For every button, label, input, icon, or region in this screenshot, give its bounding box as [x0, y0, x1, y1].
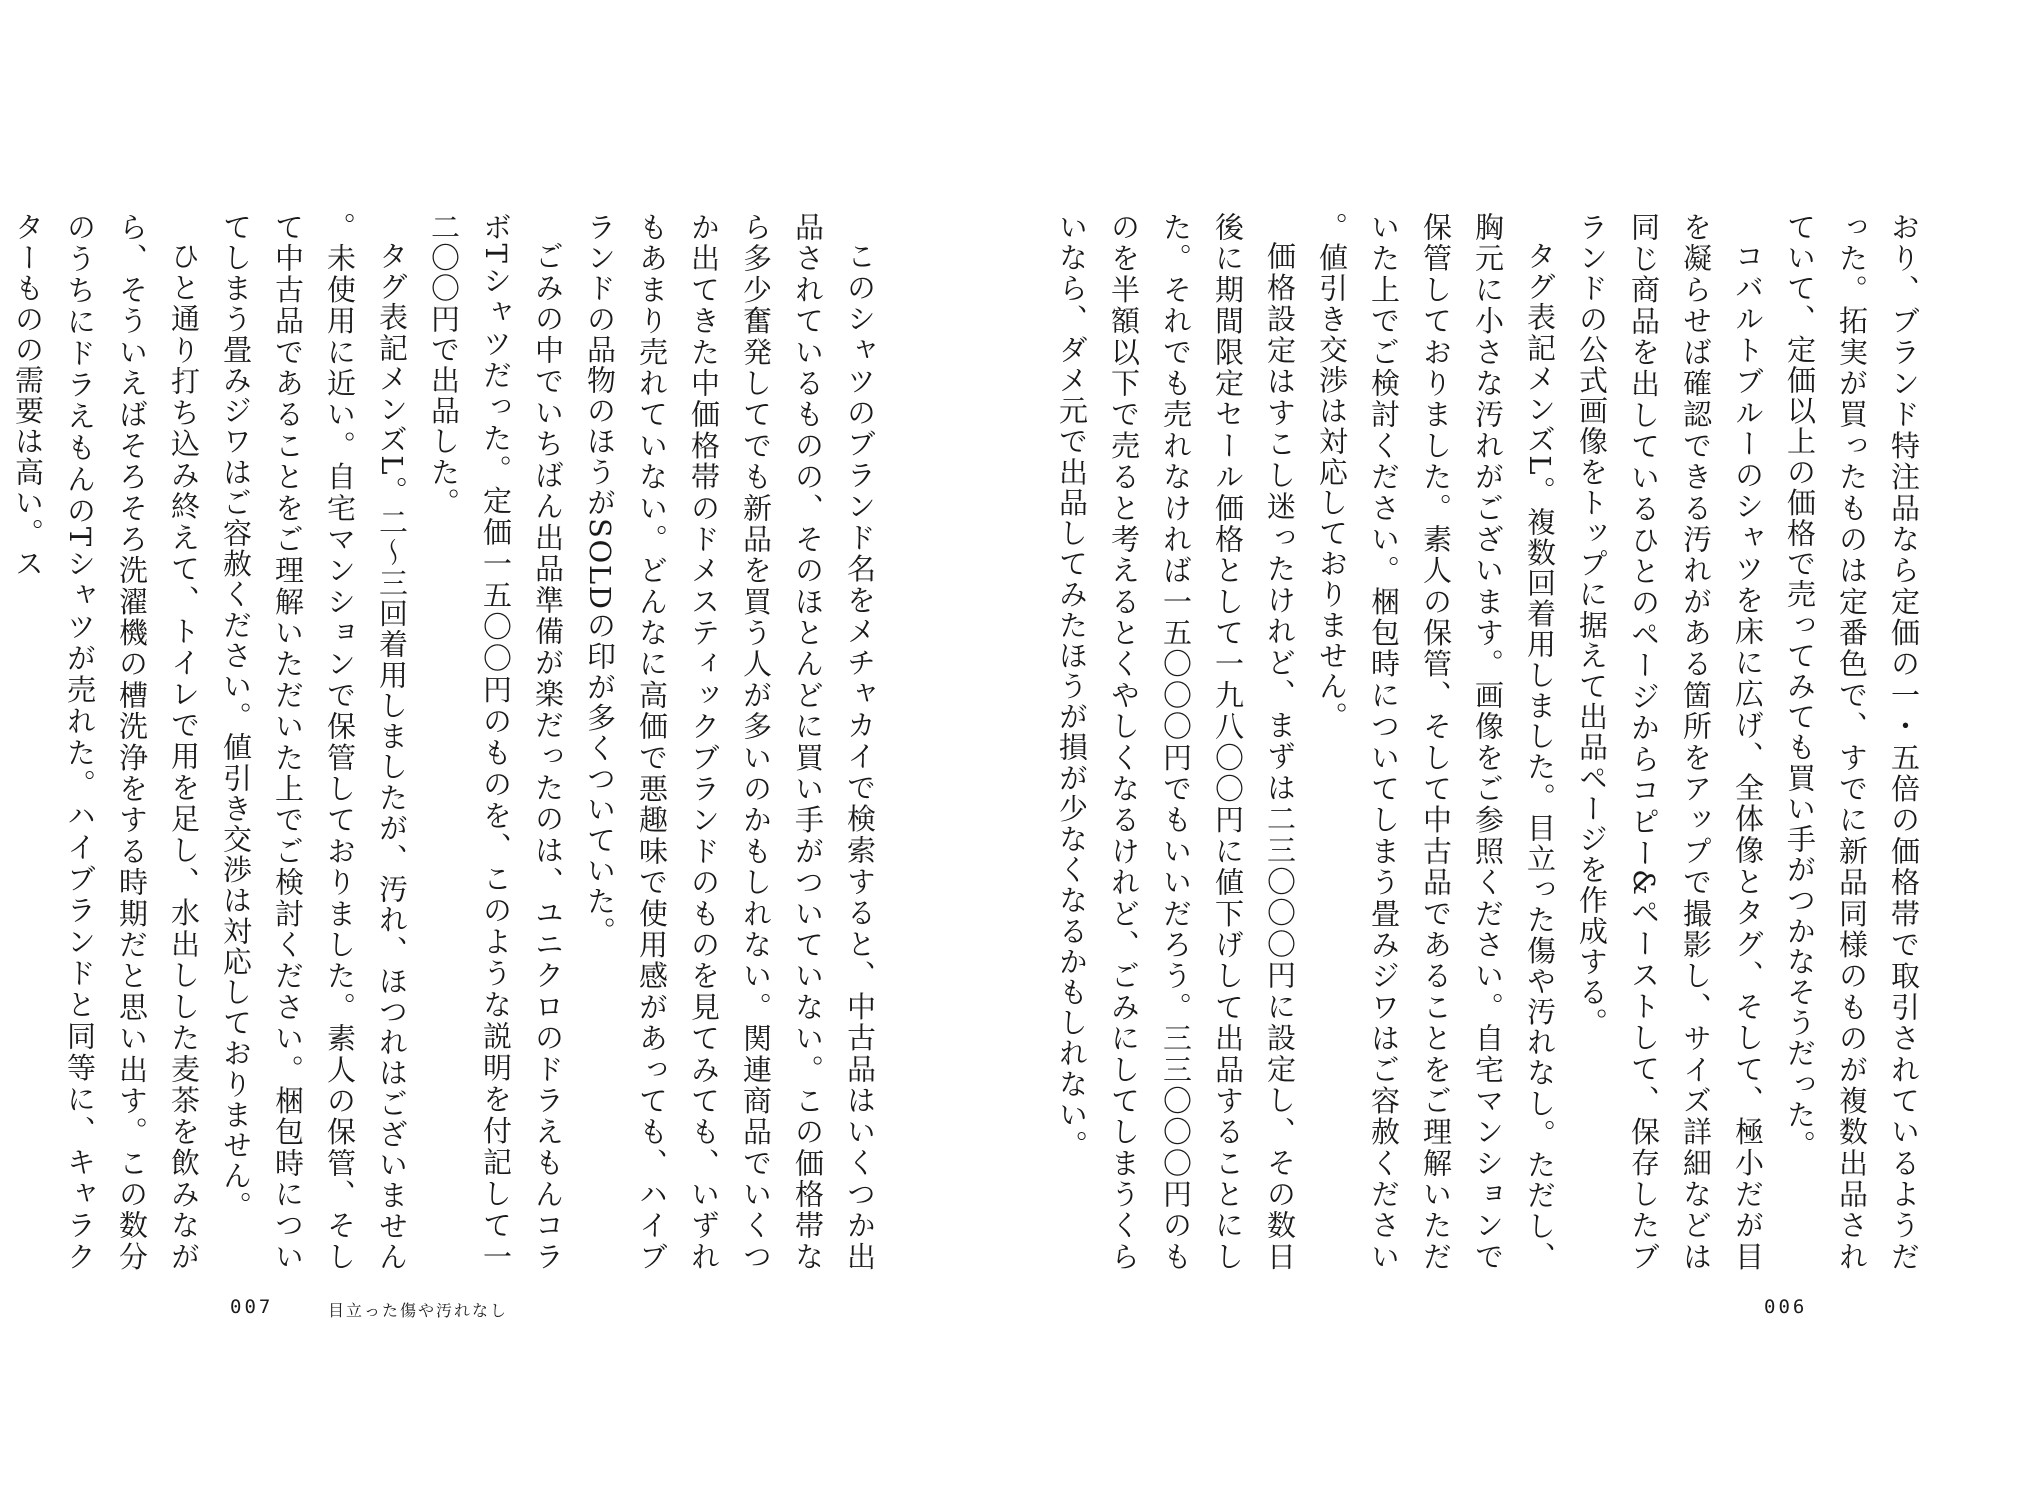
paragraph: このシャツのブランド名をメチャカイで検索すると、中古品はいくつか出品されているものの、そのほとんどに買い手がついていない。この価格帯なら多少奮発してでも新品を買う人が多いのかもしれない。関連商品でいくつか出てきた中価格帯のドメスティックブランドのものを見てみても、いずれもあまり売れていない。どんなに高価で悪趣味で使用感があっても、ハイブランドの品物のほうがSOLDの印が多くついていた。 [583, 212, 877, 1272]
paragraph: ごみの中でいちばん出品準備が楽だったのは、ユニクロのドラえもんコラボTシャツだった。定価一五〇〇円のものを、このような説明を付記して一二〇〇円で出品した。 [427, 212, 565, 1272]
body-text-page-006 [1055, 212, 1930, 1272]
paragraph: タグ表記メンズL。複数回着用しました。目立った傷や汚れなし。ただし、胸元に小さな汚れがございます。画像をご参照ください。自宅マンションで保管しておりました。素人の保管、そして中古品であることをご理解いただいた上でご検討ください。梱包時についてしまう畳みジワはご容赦ください。値引き交渉は対応しておりません。 [1315, 212, 1557, 1272]
paragraph: ひと通り打ち込み終えて、トイレで用を足し、水出しした麦茶を飲みながら、そういえばそろそろ洗濯機の槽洗浄をする時期だと思い出す。この数分のうちにドラえもんのTシャツが売れた。ハイブランドと同等に、キャラクターものの需要は高い。ス [11, 212, 201, 1272]
body-text-page-007 [11, 212, 886, 1272]
page-number: 007 [230, 1296, 274, 1318]
page-007 [0, 0, 1020, 1500]
paragraph: タグ表記メンズL。二〜三回着用しましたが、汚れ、ほつれはございません。未使用に近い。自宅マンションで保管しておりました。素人の保管、そして中古品であることをご理解いただいた上でご検討ください。梱包時についてしまう畳みジワはご容赦ください。値引き交渉は対応しておりません。 [219, 212, 409, 1272]
page-006 [1020, 0, 2040, 1500]
paragraph: コバルトブルーのシャツを床に広げ、全体像とタグ、そして、極小だが目を凝らせば確認できる汚れがある箇所をアップで撮影し、サイズ詳細などは同じ商品を出しているひとのページからコピー&ペーストして、保存したブランドの公式画像をトップに据えて出品ページを作成する。 [1575, 212, 1765, 1272]
paragraph: 価格設定はすこし迷ったけれど、まずは二三〇〇〇円に設定し、その数日後に期間限定セール価格として一九八〇〇円に値下げして出品することにした。それでも売れなければ一五〇〇〇円でもいいだろう。三三〇〇〇円のものを半額以下で売ると考えるとくやしくなるけれど、ごみにしてしまうくらいなら、ダメ元で出品してみたほうが損が少なくなるかもしれない。 [1055, 212, 1297, 1272]
page-number: 006 [1764, 1296, 1808, 1318]
running-head: 目立った傷や汚れなし [328, 1301, 509, 1320]
paragraph: おり、ブランド特注品なら定価の一・五倍の価格帯で取引されているようだった。拓実が買ったものは定番色で、すでに新品同様のものが複数出品されていて、定価以上の価格で売ってみても買い手がつかなそうだった。 [1783, 212, 1921, 1272]
